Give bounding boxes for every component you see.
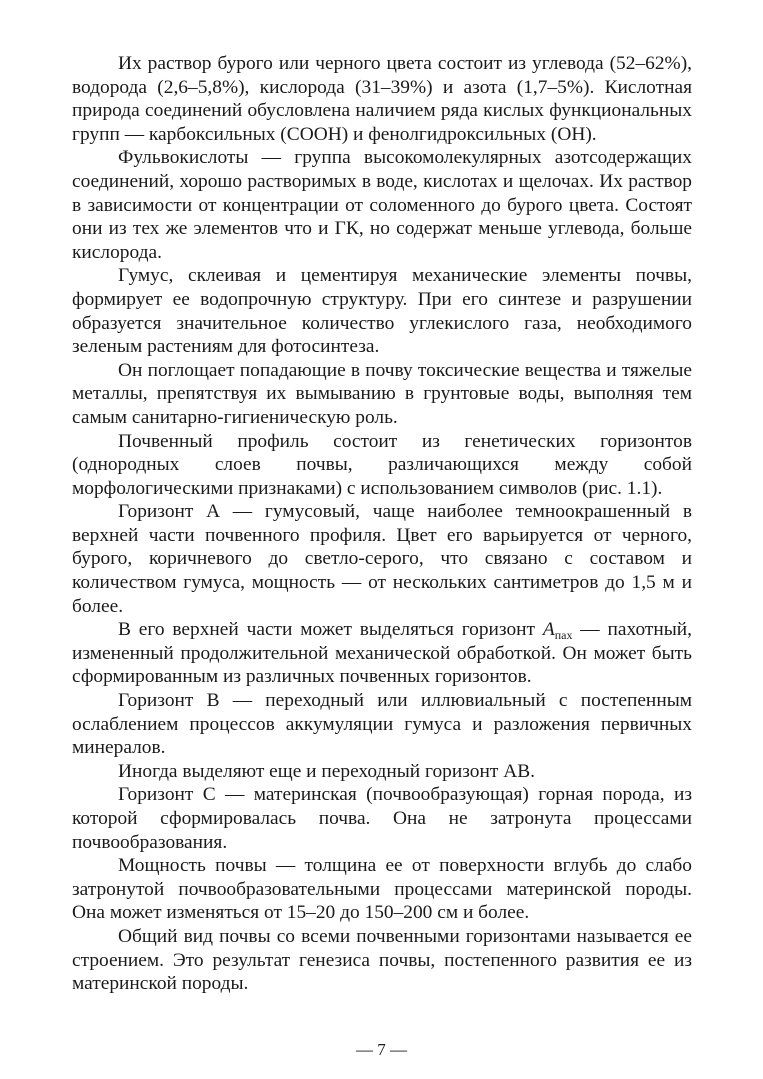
paragraph-horizon-b: Горизонт В — переходный или иллювиальный с постепенным ослаблением процессов аккумуляции гумуса и разложения первичных минералов. bbox=[72, 690, 692, 759]
paragraph-soil-profile: Почвенный профиль состоит из генетических горизонтов (однородных слоев почвы, различающихся между собой морфологическими признаками) с использованием символов (рис. 1.1). bbox=[72, 430, 692, 499]
apah-text-before: В его верхней части может выделяться горизонт bbox=[118, 619, 543, 641]
paragraph-horizon-c: Горизонт С — материнская (почвообразующая) горная порода, из которой сформировалась почва. Она не затронута процессами почвообразования. bbox=[72, 784, 692, 853]
paragraph-soil-structure: Общий вид почвы со всеми почвенными горизонтами называется ее строением. Это результат генезиса почвы, постепенного развития ее из материнской породы. bbox=[72, 925, 692, 995]
paragraph-soil-thickness: Мощность почвы — толщина ее от поверхности вглубь до слабо затронутой почвообразовательными процессами материнской породы. Она может изменяться от 15–20 до 150–200 см и более. bbox=[72, 855, 692, 924]
paragraph-humic-composition: Их раствор бурого или черного цвета состоит из углевода (52–62%), водорода (2,6–5,8%), кислорода (31–39%) и азота (1,7–5%). Кислотная природа соединений обусловлена наличием ряда кислых функциональных групп — карбоксильных (СООН) и фенолгидроксильных (ОН). bbox=[72, 53, 692, 145]
paragraph-horizon-apah bbox=[72, 618, 692, 689]
paragraph-toxic-absorption: Он поглощает попадающие в почву токсические вещества и тяжелые металлы, препятствуя их вымыванию в грунтовые воды, выполняя тем самым санитарно-гигиеническую роль. bbox=[72, 359, 692, 428]
apah-symbol: A bbox=[542, 619, 555, 641]
paragraph-horizon-a: Горизонт А — гумусовый, чаще наиболее темноокрашенный в верхней части почвенного профиля. Цвет его варьируется от черного, бурого, коричневого до светло-серого, что связано с составом и количеством гумуса, мощность — от нескольких сантиметров до 1,5 м и более. bbox=[72, 501, 692, 617]
apah-text-after: — пахотный, измененный продолжительной механической обработкой. Он может быть сформированным из различных почвенных горизонтов. bbox=[72, 619, 692, 688]
paragraph-horizon-ab: Иногда выделяют еще и переходный горизонт АВ. bbox=[118, 760, 535, 782]
paragraph-humus-structure: Гумус, склеивая и цементируя механические элементы почвы, формирует ее водопрочную структуру. При его синтезе и разрушении образуется значительное количество углекислого газа, необходимого зеленым растениям для фотосинтеза. bbox=[72, 265, 692, 358]
apah-subscript: пах bbox=[554, 628, 573, 643]
paragraph-fulvic-acids: Фульвокислоты — группа высокомолекулярных азотсодержащих соединений, хорошо растворимых в воде, кислотах и щелочах. Их раствор в зависимости от концентрации от соломенного до бурого цвета. Состоят они из тех же элементов что и ГК, но содержат меньше углевода, больше кислорода. bbox=[72, 147, 692, 263]
page-number: — 7 — bbox=[356, 1040, 407, 1059]
page-body bbox=[72, 52, 692, 996]
